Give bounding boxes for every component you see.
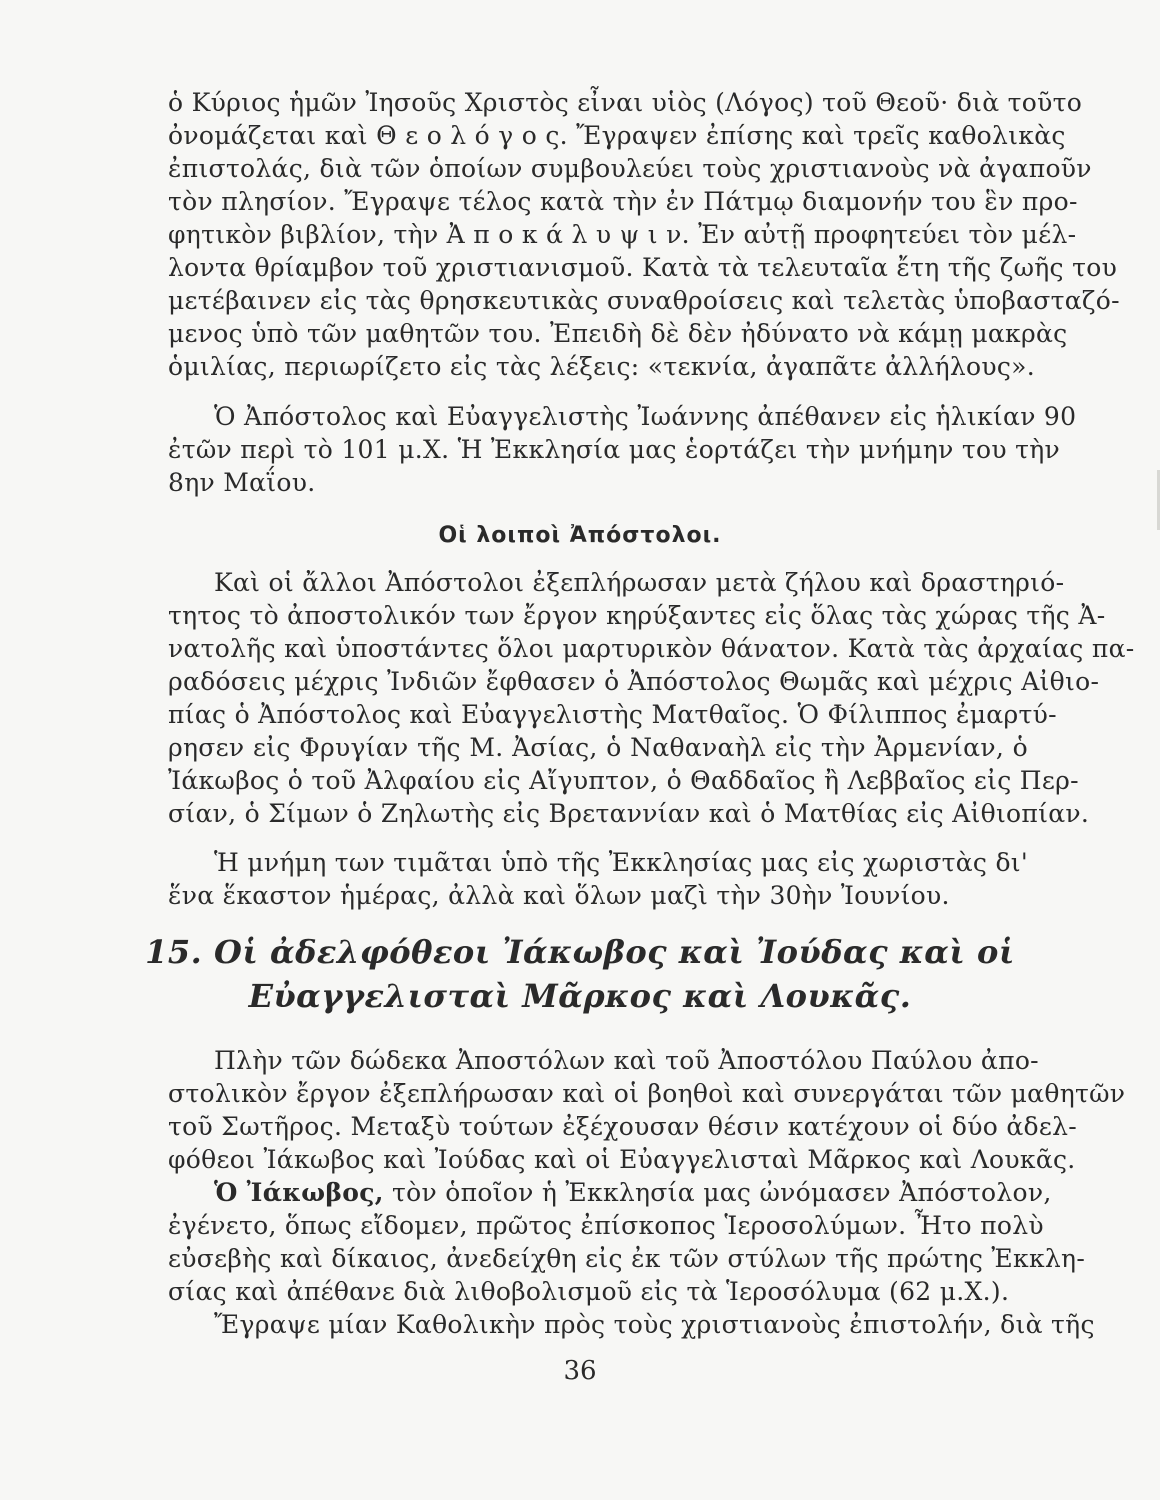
- text-line: ἐγένετο, ὅπως εἴδομεν, πρῶτος ἐπίσκοπος Ἱεροσολύμων. Ἦτο πολὺ: [168, 1211, 1044, 1240]
- chapter-heading-line: Εὐαγγελισταὶ Μᾶρκος καὶ Λουκᾶς.: [248, 977, 912, 1015]
- james-name: Ὁ Ἰάκωβος,: [214, 1178, 384, 1207]
- paragraph-james: [168, 1176, 1086, 1308]
- text-line: [168, 1176, 1052, 1209]
- paragraph-james-epistle: [168, 1308, 1095, 1341]
- text-line: ρησεν εἰς Φρυγίαν τῆς Μ. Ἀσίας, ὁ Ναθαναὴλ εἰς τὴν Ἀρμενίαν, ὁ: [168, 733, 1028, 762]
- text-line: μενος ὑπὸ τῶν μαθητῶν του. Ἐπειδὴ δὲ δὲν ἠδύνατο νὰ κάμῃ μακρὰς: [168, 319, 1068, 348]
- text-line: Ὁ Ἀπόστολος καὶ Εὐαγγελιστὴς Ἰωάννης ἀπέθανεν εἰς ἡλικίαν 90: [214, 402, 1077, 431]
- section-heading-other-apostles: Οἱ λοιποὶ Ἀπόστολοι.: [438, 523, 722, 548]
- chapter-heading: [0, 930, 1160, 1018]
- text-line: τὸν πλησίον. Ἔγραψε τέλος κατὰ τὴν ἐν Πάτμῳ διαμονήν του ἓν προ-: [168, 187, 1078, 216]
- text-line: εὐσεβὴς καὶ δίκαιος, ἀνεδείχθη εἰς ἐκ τῶν στύλων τῆς πρώτης Ἐκκλη-: [168, 1244, 1086, 1273]
- text-line: σίαν, ὁ Σίμων ὁ Ζηλωτὴς εἰς Βρεταννίαν καὶ ὁ Ματθίας εἰς Αἰθιοπίαν.: [168, 799, 1090, 828]
- text-line: ὀνομάζεται καὶ Θ ε ο λ ό γ ο ς. Ἔγραψεν ἐπίσης καὶ τρεῖς καθολικὰς: [168, 121, 1066, 150]
- text-line: Ἡ μνήμη των τιμᾶται ὑπὸ τῆς Ἐκκλησίας μας εἰς χωριστὰς δι': [214, 848, 1029, 877]
- paragraph-john-writings: [168, 86, 1120, 383]
- text-line: Πλὴν τῶν δώδεκα Ἀποστόλων καὶ τοῦ Ἀποστόλου Παύλου ἀπο-: [214, 1046, 1039, 1075]
- text-line: σίας καὶ ἀπέθανε διὰ λιθοβολισμοῦ εἰς τὰ Ἱεροσόλυμα (62 μ.Χ.).: [168, 1277, 1010, 1306]
- text-line: τητος τὸ ἀποστολικόν των ἔργον κηρύξαντες εἰς ὅλας τὰς χώρας τῆς Ἀ-: [168, 601, 1106, 630]
- text-line: ἐπιστολάς, διὰ τῶν ὁποίων συμβουλεύει τοὺς χριστιανοὺς νὰ ἀγαποῦν: [168, 154, 1092, 183]
- text-line: 8ην Μαΐου.: [168, 468, 316, 497]
- paragraph-john-death: [168, 400, 1077, 499]
- text-line: λοντα θρίαμβον τοῦ χριστιανισμοῦ. Κατὰ τὰ τελευταῖα ἔτη τῆς ζωῆς του: [168, 253, 1118, 282]
- text-line: νατολῆς καὶ ὑποστάντες ὅλοι μαρτυρικὸν θάνατον. Κατὰ τὰς ἀρχαίας πα-: [168, 634, 1135, 663]
- text-line: Ἰάκωβος ὁ τοῦ Ἀλφαίου εἰς Αἴγυπτον, ὁ Θαδδαῖος ἢ Λεββαῖος εἰς Περ-: [168, 766, 1079, 795]
- text-line: ὁ Κύριος ἡμῶν Ἰησοῦς Χριστὸς εἶναι υἱὸς (Λόγος) τοῦ Θεοῦ· διὰ τοῦτο: [168, 88, 1083, 117]
- text-line: φητικὸν βιβλίον, τὴν Ἀ π ο κ ά λ υ ψ ι ν. Ἐν αὐτῇ προφητεύει τὸν μέλ-: [168, 220, 1077, 249]
- text-line: ἐτῶν περὶ τὸ 101 μ.Χ. Ἡ Ἐκκλησία μας ἑορτάζει τὴν μνήμην του τὴν: [168, 435, 1061, 464]
- text-line: πίας ὁ Ἀπόστολος καὶ Εὐαγγελιστὴς Ματθαῖος. Ὁ Φίλιππος ἐμαρτύ-: [168, 700, 1057, 729]
- text-line: φόθεοι Ἰάκωβος καὶ Ἰούδας καὶ οἱ Εὐαγγελισταὶ Μᾶρκος καὶ Λουκᾶς.: [168, 1145, 1076, 1174]
- text-line: Καὶ οἱ ἄλλοι Ἀπόστολοι ἐξεπλήρωσαν μετὰ ζήλου καὶ δραστηριό-: [214, 568, 1065, 597]
- chapter-heading-line: 15. Οἱ ἀδελφόθεοι Ἰάκωβος καὶ Ἰούδας καὶ οἱ: [145, 933, 1015, 971]
- page-number: 36: [563, 1356, 597, 1386]
- paragraph-other-apostles: [168, 566, 1135, 830]
- text-line: τοῦ Σωτῆρος. Μεταξὺ τούτων ἐξέχουσαν θέσιν κατέχουν οἱ δύο ἀδελ-: [168, 1112, 1078, 1141]
- text-line: ἕνα ἕκαστον ἡμέρας, ἀλλὰ καὶ ὅλων μαζὶ τὴν 30ὴν Ἰουνίου.: [168, 881, 950, 910]
- text-line: ὁμιλίας, περιωρίζετο εἰς τὰς λέξεις: «τεκνία, ἀγαπᾶτε ἀλλήλους».: [168, 352, 1035, 381]
- text-span: τὸν ὁποῖον ἡ Ἐκκλησία μας ὠνόμασεν Ἀπόστολον,: [383, 1178, 1052, 1207]
- text-line: στολικὸν ἔργον ἐξεπλήρωσαν καὶ οἱ βοηθοὶ καὶ συνεργάται τῶν μαθητῶν: [168, 1079, 1126, 1108]
- text-line: ραδόσεις μέχρις Ἰνδιῶν ἔφθασεν ὁ Ἀπόστολος Θωμᾶς καὶ μέχρις Αἰθιο-: [168, 667, 1100, 696]
- text-line: Ἔγραψε μίαν Καθολικὴν πρὸς τοὺς χριστιανοὺς ἐπιστολήν, διὰ τῆς: [214, 1310, 1095, 1339]
- text-line: μετέβαινεν εἰς τὰς θρησκευτικὰς συναθροίσεις καὶ τελετὰς ὑποβασταζό-: [168, 286, 1120, 315]
- paragraph-apostles-memory: [168, 846, 1028, 912]
- paragraph-helpers: [168, 1044, 1126, 1176]
